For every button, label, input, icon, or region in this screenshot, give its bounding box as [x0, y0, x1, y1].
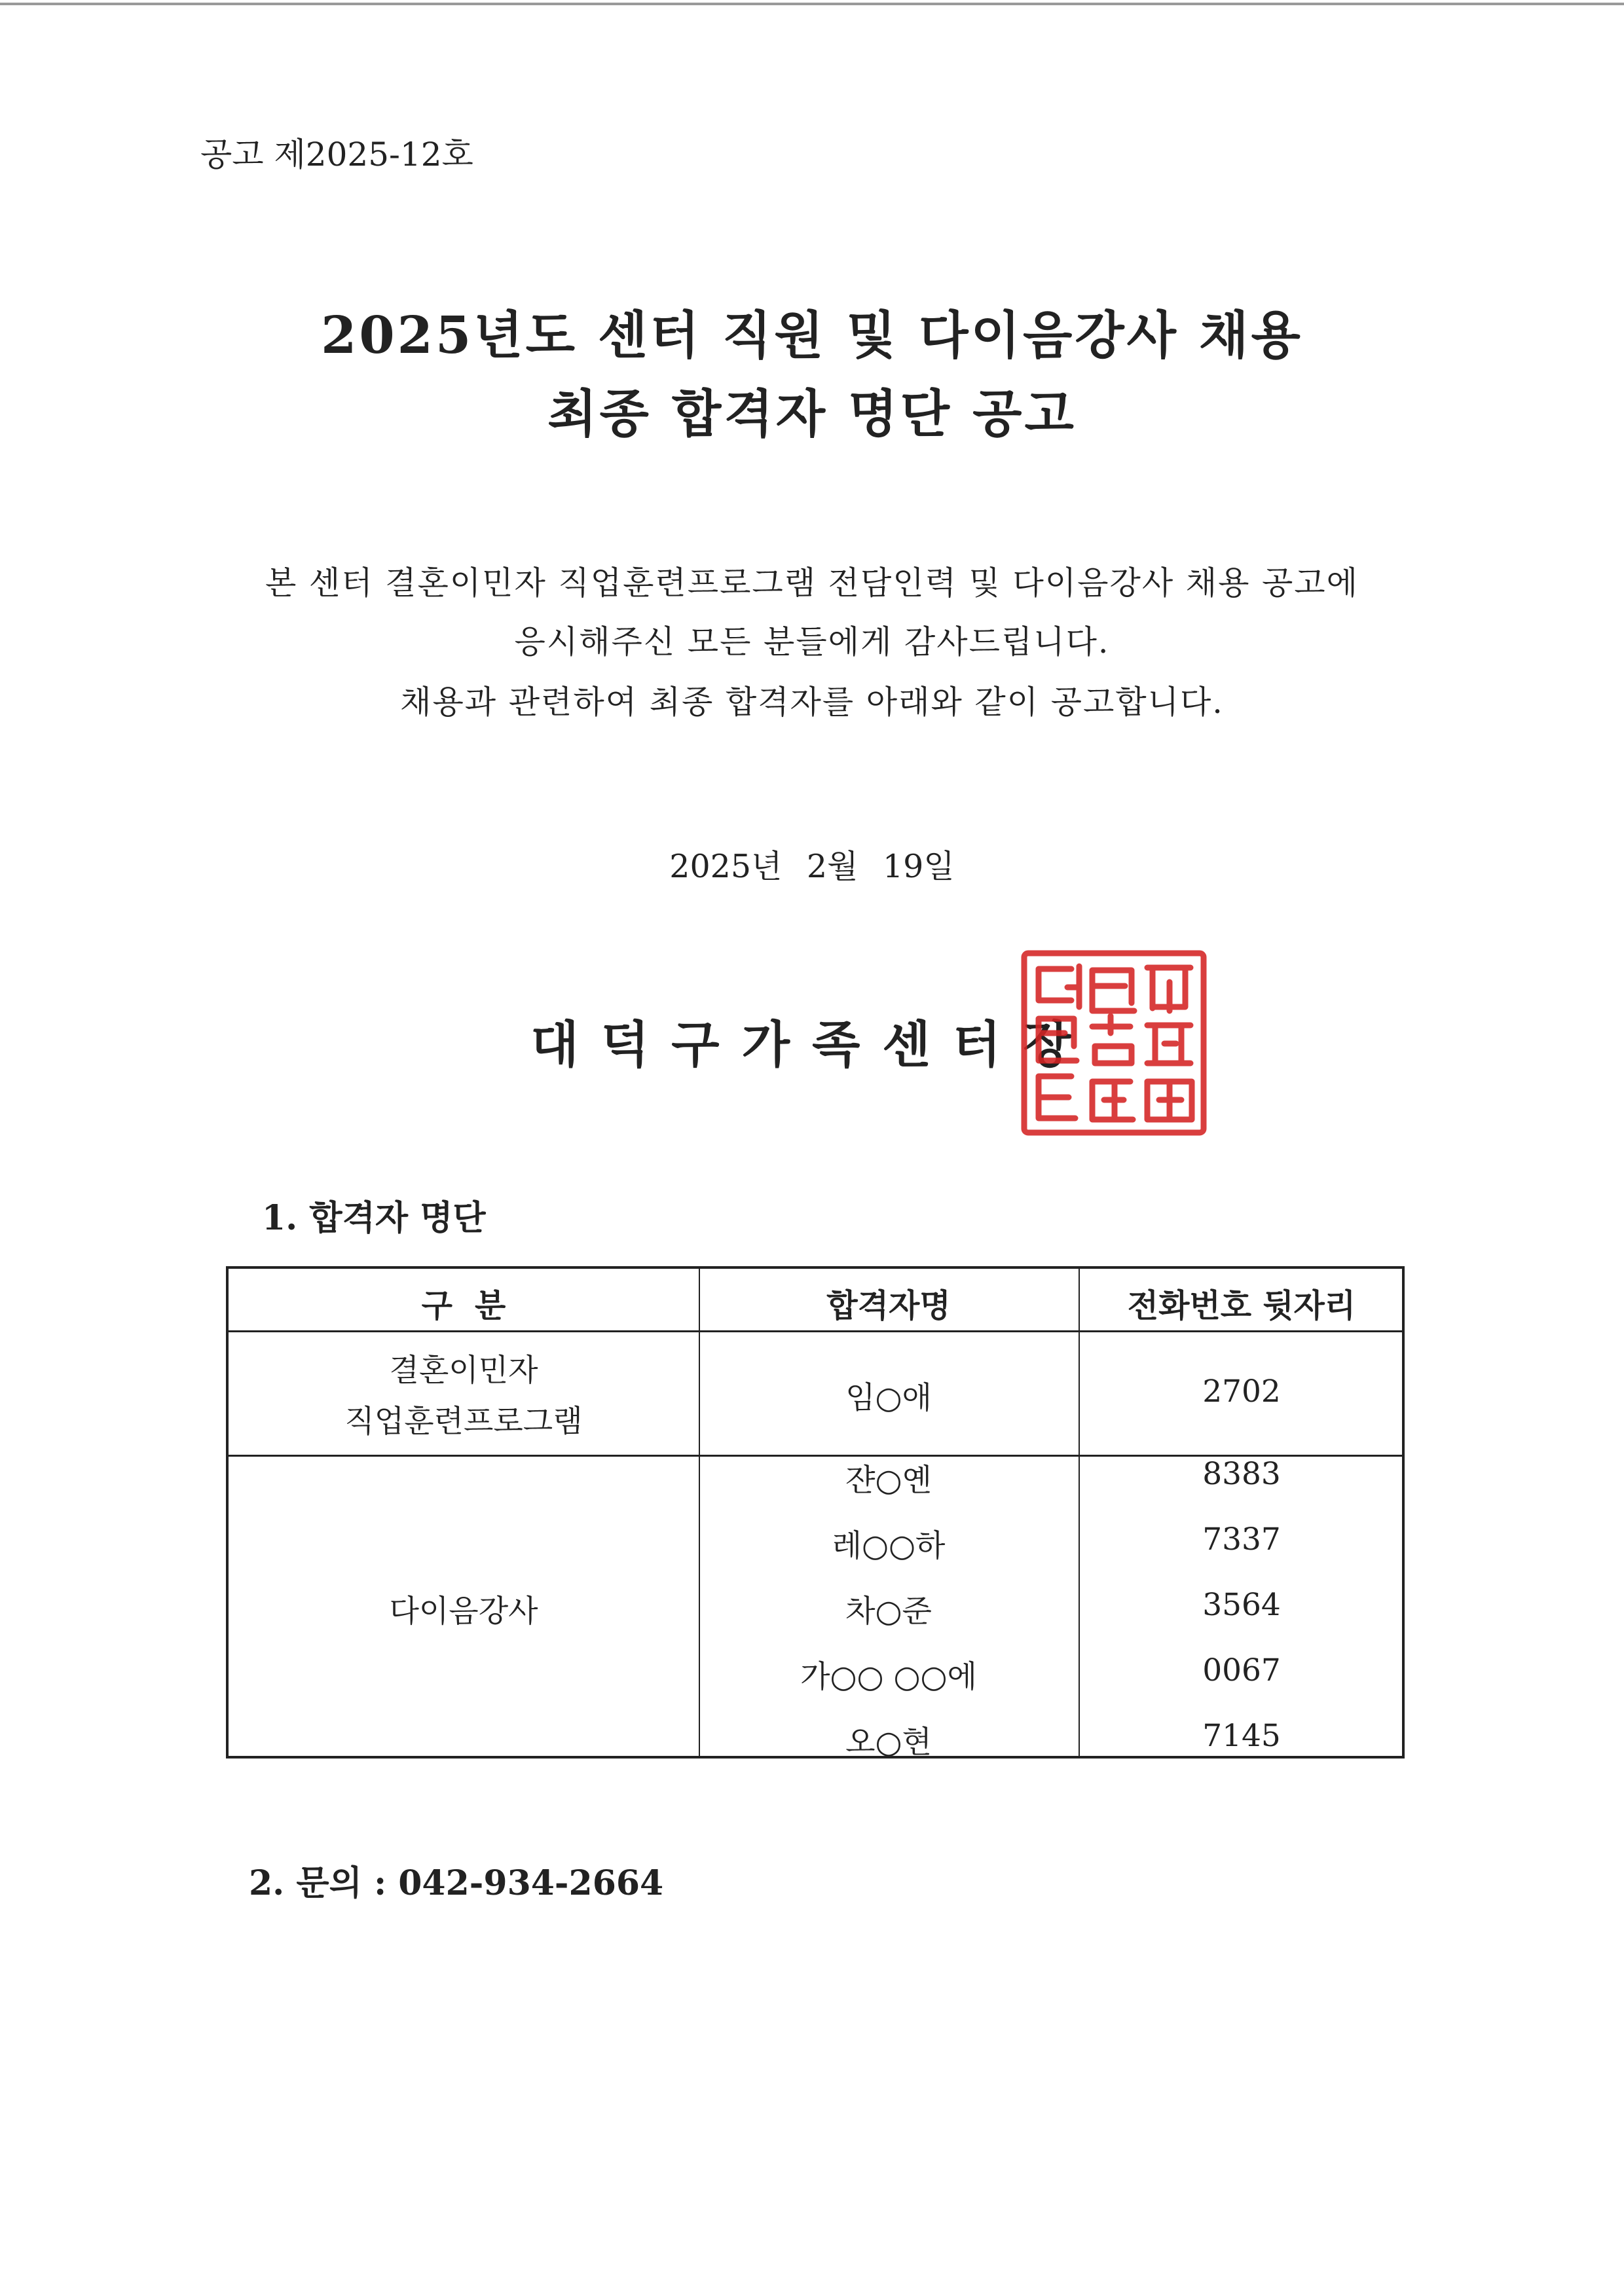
phone-suffix: 7337 [1202, 1522, 1281, 1558]
scan-top-edge [0, 3, 1624, 5]
result-table [226, 1266, 1405, 1758]
passer-name: 쟌○옌 [845, 1463, 932, 1499]
title-line-1: 2025년도 센터 직원 및 다이음강사 채용 [321, 306, 1303, 365]
category-label: 다이음강사 [389, 1594, 538, 1630]
phone-suffix: 3564 [1202, 1587, 1281, 1623]
notice-number: 공고 제2025-12호 [200, 136, 473, 173]
phone-suffix: 8383 [1202, 1456, 1281, 1492]
phone-suffix: 2702 [1202, 1374, 1281, 1410]
header-divider [229, 1330, 1402, 1332]
body-line-3: 채용과 관련하여 최종 합격자를 아래와 같이 공고합니다. [400, 683, 1224, 721]
header-category: 구 분 [421, 1286, 506, 1324]
header-phone: 전화번호 뒷자리 [1127, 1286, 1356, 1324]
category-label: 결혼이민자 [389, 1353, 538, 1389]
passer-name: 오○현 [845, 1724, 932, 1760]
section-title-list: 1. 합격자 명단 [262, 1198, 486, 1238]
header-name: 합격자명 [826, 1286, 951, 1324]
title-line-2: 최종 합격자 명단 공고 [547, 384, 1077, 444]
passer-name: 가○○ ○○에 [800, 1659, 977, 1695]
issuer-name: 대덕구가족센터장 [530, 1015, 1094, 1074]
official-seal-stamp [1019, 948, 1209, 1138]
passer-name: 차○준 [845, 1594, 932, 1630]
passer-name: 레○○하 [832, 1528, 946, 1564]
phone-suffix: 0067 [1202, 1652, 1281, 1688]
body-line-1: 본 센터 결혼이민자 직업훈련프로그램 전담인력 및 다이음강사 채용 공고에 [265, 564, 1359, 602]
category-label: 직업훈련프로그램 [344, 1404, 583, 1440]
contact-line: 2. 문의 : 042-934-2664 [249, 1863, 664, 1903]
passer-name: 임○애 [845, 1380, 932, 1416]
notice-date: 2025년 2월 19일 [669, 848, 955, 885]
body-line-2: 응시해주신 모든 분들에게 감사드립니다. [514, 623, 1110, 661]
phone-suffix: 7145 [1202, 1718, 1281, 1754]
